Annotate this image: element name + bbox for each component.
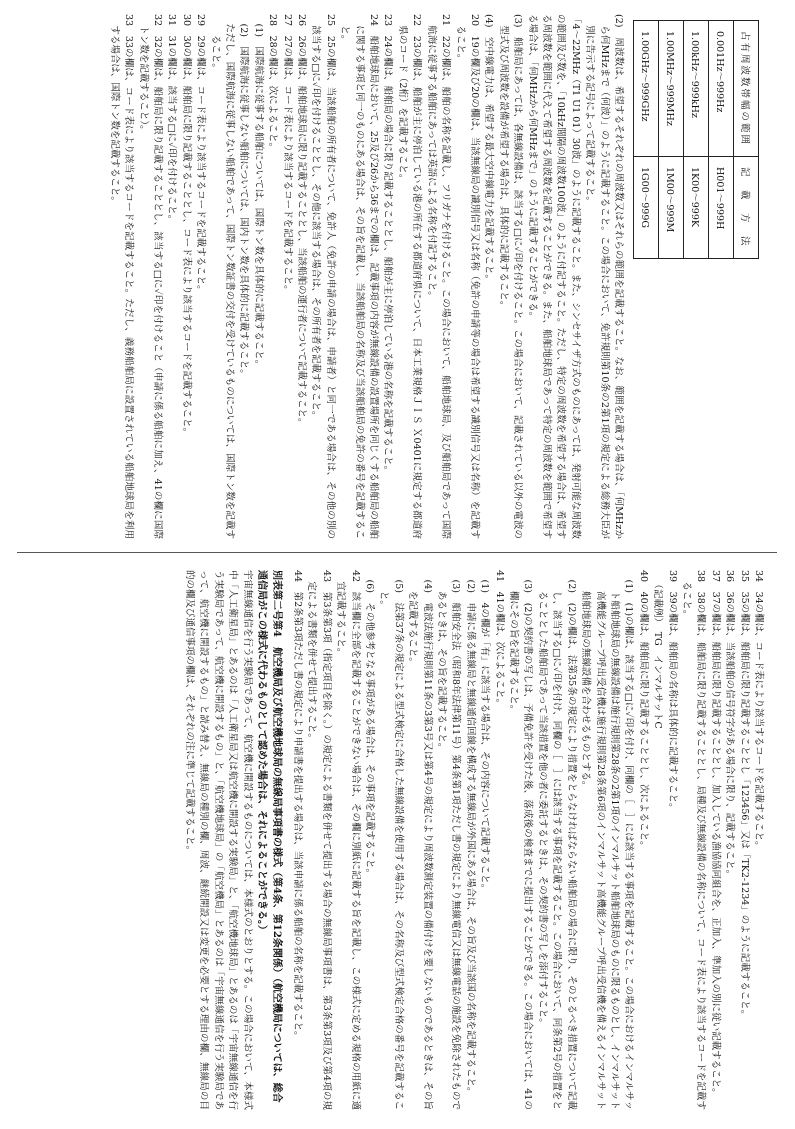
note-item: 27 27の欄は、コード表により該当するコードを記載すること。: [281, 14, 293, 295]
note-subitem: (4) 電波法施行規則第11条の3第3号又は第4号の規定により周波数測定装置の備付けを要しないものであるときは、その旨を記載すること。: [407, 579, 433, 1110]
note-item: 34 34の欄は、コード表により該当するコードを記載すること。: [753, 570, 764, 851]
note-item: 35 35の欄は、船舶局に限り記載することとし「123456」又は「TK2-1234」のように記載すること。: [738, 570, 750, 1020]
note-example: （記載例） TG インマルサットC: [652, 579, 664, 729]
note-item: 41 41の欄は、次によること。: [493, 570, 505, 709]
note-item: (3) 船舶局にあっては、各無線設備は、該当する□に✓印を付けること。この場合において、記載されている以外の電波の型式及び周波数を設備が希望する場合は、具体的に記載すること。: [497, 14, 524, 539]
note-subitem: (5) 法第37条の規定による型式検定に合格した無線設備を使用する場合は、その名称及び型式検定合格の番号を記載すること。: [378, 579, 404, 1110]
column-divider: [17, 552, 777, 553]
note-item: 36 36の欄は、当該船舶の信号符字がある場合に限り、記載すること。: [724, 570, 736, 880]
note-item: (4) 空中線電力は、希望する最大空中線電力を記載すること。: [483, 14, 495, 284]
table-header-range: 占有周波数帯幅の範囲: [734, 21, 759, 157]
note-item: 21 22の欄は、船舶の名称を記載し、フリガナを付けること。この場合において、船舶地球局、及び船舶局であって国際航海に従事する船舶にあっては英語による名称を付記すること。: [425, 14, 452, 539]
note-item: (2) 周波数は、希望するそれぞれの周波数又はそれらの範囲を記載すること。なお、範囲を記載する場合は、「何MHzから何MHzまで（何波）」のように記載すること。この場合において、免許規則第10条の2第1項の規定による総務大臣が別に告示する記号によって記載すること。: [584, 14, 624, 539]
note-item: 43 第3条第3項（指定項目を除く。）の規定による書類を併せて提出する場合の無線局事項書は、第3条第3項及び第4項の規定による書類を併せて提出すること。: [306, 570, 332, 1110]
note-item: 44 第2条第3項ただし書の規定により申請書を提出する場合は、当該申請に係る船舶の名称を記載すること。: [292, 570, 303, 1041]
note-item: 37 37の欄は、船舶局に限り記載することとし、加入している漁協協同組合を、正加入、準加入の別に従い記載すること。: [709, 570, 721, 1098]
table-cell-method: 1G00〜999G: [634, 157, 659, 259]
note-subitem: (2) 申請に係る無線局と無線通信回線を構成する無線局が外国にある場合は、その旨及び当該国の名称を記載すること。: [464, 579, 476, 1097]
table-cell-method: 1M00〜999M: [659, 157, 684, 259]
note-item: 39 39の欄は、船舶局の名称は具体的に記載すること。: [666, 570, 678, 813]
left-column: [25, 14, 765, 539]
note-item: 30 30の欄は、船舶局に限り記載することとし、コード表により該当するコードを記載すること。: [180, 14, 192, 438]
table-header-method: 記 載 方 法: [734, 157, 759, 259]
table-cell-range: 0.001Hz〜999Hz: [709, 21, 734, 157]
note-item: 24 船舶地球局において、25及び26から36までの欄は、記載事項の内容が無線設備の設置場所を同じくする船舶局の船舶に関する事項と同一のものにある場合は、その旨を記載し、当該船舶局の名称及び当該船舶局の免許の番号を記載すること。: [339, 14, 380, 539]
table-row: [659, 21, 684, 259]
note-subitem: (1) (1)の欄は、該当する□に✓印を付け、同欄の［ ］には該当する事項を記載すること。この場合におけるインマルサット船舶地球局の無線設備は施行規則第28条の2第1項のインマルサット船舶地球局のものに限るものとし、インマルサット高機能グループ呼出受信機は施行規則第28条第6項のインマルサット高機能グループ呼出受信機を備えるインマルサット船舶地球局の無線設備を合わせるものとする。: [580, 579, 635, 1110]
note-item: 26 26の欄は、船舶地球局に限り記載することとし、当該船舶の運行者について記載すること。: [296, 14, 308, 428]
appendix-heading: 別表第二号第4 航空機局及び航空機地球局の無線局事項書の様式（第4条、第12条関係）（航空機局については、総合通信局がこの様式に代わるものとして認めた場合は、それによることができる。）: [255, 570, 282, 1103]
appendix-body: 宇宙無線通信を行う実験局であって、航空機に開設するものについては、本様式のとおりとする。この場合において、本様式中「人工衛星局」とあるのは「人工衛星局又は航空機に開設する実験局」と、「航空機地球局」とあるのは「宇宙無線通信を行う実験局であって、航空機に開設するもの」と、「航空機地球局」の「航空機局」とあるのは「宇宙無線通信を行う実験局であって、航空機に開設するもの」と読み替え、無線局の種別の欄、周波、継続開設又は変更を必要とする理由の欄、無線局の目的の欄及び通信事項の欄は、それぞれの注に準じて記載すること。: [183, 570, 253, 1110]
note-subitem: (2) 国際航海に従事しない船舶については、国内トン数を具体的に記載すること。: [238, 23, 250, 379]
note-item: 20 19の欄及び20の欄は、当該無線局の識別信号又は名称（免許の申請等の場合は希望する識別信号又は名称）を記載すること。: [454, 14, 480, 539]
table-row: [634, 21, 659, 259]
table-cell-range: 1.00GHz〜999GHz: [634, 21, 659, 157]
note-subitem: (2) (2)の欄は、法第35条の規定により措置をとらなければならない船舶局の場合に限り、そのとるべき措置について記載し、該当する□に✓印を付け、同欄の［ ］には該当する事項を記載すること。この場合において、同条第2号の措置をとることとした船舶局であって当該措置を他の者に委託するときは、その契約書の写しを添付すること。: [536, 579, 577, 1110]
note-subitem: ただし、国際航海に従事しない船舶であって、国際トン数証書の交付を受けているものについては、国際トン数を記載すること。: [209, 23, 236, 539]
table-cell-range: 1.00kHz〜999kHz: [684, 21, 709, 157]
table-header-row: [734, 21, 759, 259]
table-cell-method: 1K00〜999K: [684, 157, 709, 259]
note-item: 23 24の欄は、船舶局の場合に限り記載することとし、船舶が主に停泊している港の名称を記載すること。: [382, 14, 394, 476]
table-row: [684, 21, 709, 259]
note-subitem: (3) (2)の契約書の写しは、予備免許を受けた後、落成後の検査までに提出することができる。この場合においては、41の欄にその旨を記載すること。: [508, 579, 534, 1110]
note-subitem: (1) 国際航海に従事する船舶については、国際トン数を具体的に記載すること。: [252, 23, 264, 370]
note-item: 33 33の欄は、コード表により該当するコードを記載すること。ただし、義務船舶局に設置されている船舶地球局を利用する場合は、国際トン数を記載すること。: [108, 14, 135, 539]
note-item: 22 23の欄は、船舶が主に停泊している港の所在する都道府県について、日本工業規格ＪＩＳ Ｘ0401に規定する都道府県のコード（2桁）を記載すること。: [396, 14, 423, 539]
note-subitem: (6) その他参考となる事項がある場合は、その事項を記載すること。: [364, 579, 376, 878]
note-item: 28 28の欄は、次によること。: [267, 14, 279, 153]
note-item: 38 38の欄は、船舶局に限り記載することとし、局種及び無線設備の名称について、コード表により該当するコードを記載すること。: [680, 570, 707, 1110]
note-subitem: (1) 4の欄が「有」に該当する場合は、その内容について記載すること。: [479, 579, 491, 894]
table-cell-method: H001〜999H: [709, 157, 734, 259]
table-row: [709, 21, 734, 259]
right-column: [25, 570, 765, 1110]
note-subitem: (3) 船舶安全法（昭和8年法律第11号）第4条第1項ただし書の規定により無線電信又は無線電話の施設を免除されたものであるときは、その旨を記載すること。: [436, 579, 462, 1110]
note-item: 31 31の欄は、該当する□に✓印を付けること。: [166, 14, 178, 225]
note-item: 29 29の欄は、コード表により該当するコードを記載すること。: [195, 14, 207, 295]
table-cell-range: 1.00MHz〜999MHz: [659, 21, 684, 157]
note-item: 42 該当欄に全部を記載することができない場合は、その欄に別紙に記載する旨を記載し、この様式に定める規格の用紙に適宜記載すること。: [335, 570, 361, 1110]
frequency-bandwidth-table: [633, 20, 759, 259]
note-item: 40 40の欄は、船舶局に限り記載することとし、次によること。: [637, 570, 649, 851]
note-item: 25 25の欄は、当該船舶の所有者について、免許人（免許の申請の場合は、申請者）と同一である場合は、その他の別の該当する□に✓印を付けることとし、その他に該当する場合は、その所有者を記載すること。: [310, 14, 336, 539]
note-item: 「4〜22MHz（T1 U1 01）30波」のように記載すること。また、シンセサイザ方式のものにあっては、発射可能な周波数の範囲及び数を、「10kHz間隔の周波数100波」のように付記すること。ただし、特定の周波数を希望する場合は、希望する周波数を範囲に代えて希望する周波数を記載することができる。また、船舶地球局であって特定の周波数を範囲で希望する場合は、「何MHzから何MHzまで」のように記載することができる。: [526, 14, 581, 539]
note-item: 32 32の欄は、船舶局に限り記載することとし、該当する□に✓印を付けること（申請に係る船舶に加え、41の欄に国際トン数を記載すること）。: [137, 14, 163, 539]
